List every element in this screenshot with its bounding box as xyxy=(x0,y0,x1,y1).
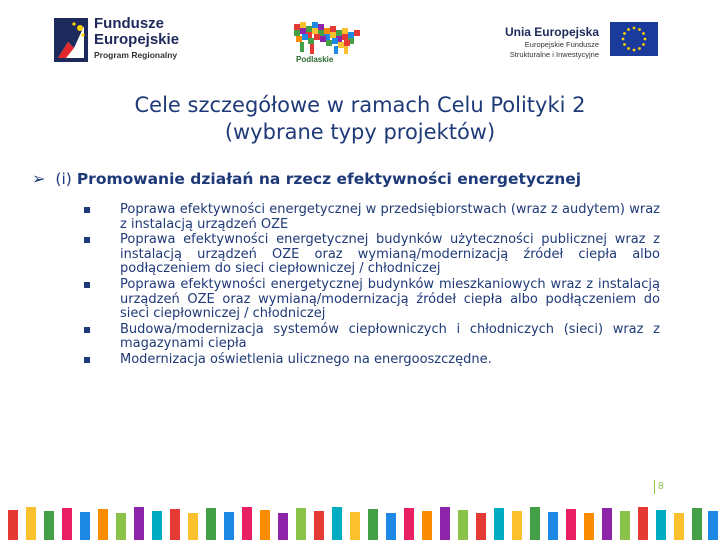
heading-text: Promowanie działań na rzecz efektywności energetycznej xyxy=(76,170,582,188)
fe-text xyxy=(94,16,179,62)
page-number: 8 xyxy=(654,480,664,494)
list-item xyxy=(84,353,660,368)
list-item-text: Modernizacja oświetlenia ulicznego na energooszczędne. xyxy=(120,351,492,367)
fe-line3: Program Regionalny xyxy=(94,50,178,60)
slide-title xyxy=(60,92,660,146)
square-bullet-icon xyxy=(84,282,90,288)
list-item-text: Budowa/modernizacja systemów ciepłowniczych i chłodniczych (sieci) wraz z magazynami ciepła xyxy=(120,321,660,352)
fe-line2: Europejskie xyxy=(94,31,180,48)
eu-flag-icon xyxy=(610,22,658,56)
ue-line3: Strukturalne i Inwestycyjne xyxy=(509,50,599,59)
decorative-stripes xyxy=(0,505,720,540)
podlaskie-label: Podlaskie xyxy=(296,55,334,64)
ue-text xyxy=(495,24,599,60)
list-item xyxy=(84,278,660,322)
arrow-bullet-icon: ➢ xyxy=(32,169,46,188)
title-line1: Cele szczegółowe w ramach Celu Polityki 2 xyxy=(134,93,586,117)
square-bullet-icon xyxy=(84,207,90,213)
fundusze-europejskie-logo xyxy=(50,14,190,70)
list-item xyxy=(84,323,660,352)
project-types-list xyxy=(84,203,660,369)
fe-line1: Fundusze xyxy=(94,15,164,32)
square-bullet-icon xyxy=(84,237,90,243)
list-item-text: Poprawa efektywności energetycznej w przedsiębiorstwach (wraz z audytem) wraz z instalacją urządzeń OZE xyxy=(120,202,660,232)
section-heading xyxy=(32,169,692,188)
square-bullet-icon xyxy=(84,357,90,363)
square-bullet-icon xyxy=(84,327,90,333)
podlaskie-logo xyxy=(286,18,376,68)
list-item xyxy=(84,233,660,277)
title-line2: (wybrane typy projektów) xyxy=(224,120,496,144)
ue-line2: Europejskie Fundusze xyxy=(524,40,599,49)
list-item-text: Poprawa efektywności energetycznej budynków mieszkaniowych wraz z instalacją urządzeń OZE oraz wymianą/modernizacją źródeł ciepła albo podłączeniem do sieci ciepłowniczej / chłodniczej xyxy=(120,276,660,322)
list-item-text: Poprawa efektywności energetycznej budynków użyteczności publicznej wraz z instalacją urządzeń OZE oraz wymianą/modernizacją źródeł ciepła albo podłączeniem do sieci ciepłowniczej / chłodniczej xyxy=(120,232,660,277)
list-item xyxy=(84,203,660,232)
unia-europejska-logo xyxy=(495,20,665,70)
fe-flag-icon xyxy=(54,18,88,62)
heading-number: (i) xyxy=(55,170,72,188)
ue-title: Unia Europejska xyxy=(504,25,599,39)
